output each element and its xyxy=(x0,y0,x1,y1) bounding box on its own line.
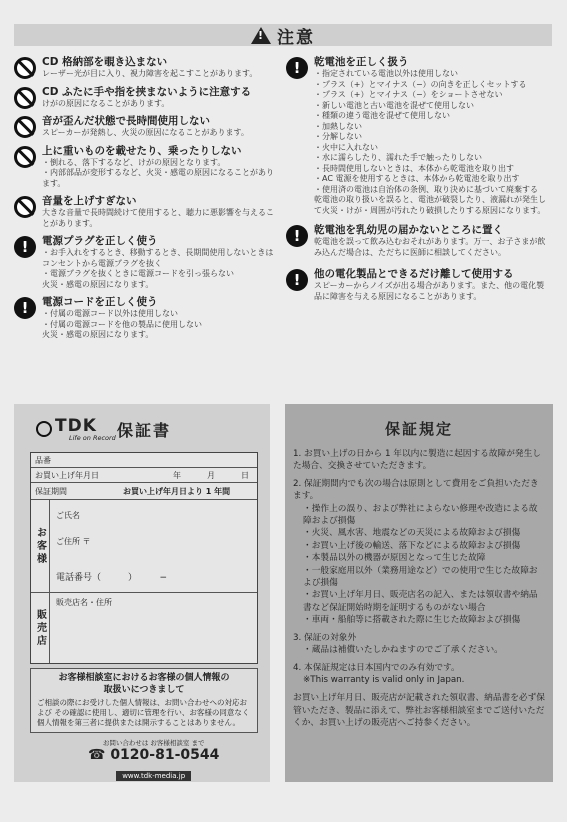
caution-heading: CD 格納部を覗き込まない xyxy=(42,56,168,68)
caution-line: ・AC 電源を使用するときは、本体から乾電池を取り出す xyxy=(314,174,520,183)
caution-line: 火災・感電の原因になります。 xyxy=(42,330,154,339)
address-label: ご住所 〒 xyxy=(56,537,91,546)
prohibited-icon xyxy=(14,116,36,138)
purchase-date-label: お買い上げ年月日 xyxy=(35,470,99,480)
phone-number-text: 0120-81-0544 xyxy=(110,747,220,763)
period-value: お買い上げ年月日より 1 年間 xyxy=(123,486,231,496)
contact-note: お問い合わせは お客様相談室 まで xyxy=(102,739,205,747)
caution-item xyxy=(14,56,276,80)
caution-line: ・付属の電源コードを他の製品に使用しない xyxy=(42,319,202,329)
caution-text xyxy=(42,145,276,190)
mandatory-icon: ! xyxy=(286,57,308,79)
caution-line: スピーカーが発熱し、火災の原因になることがあります。 xyxy=(42,128,249,137)
caution-line: ・水に濡らしたり、濡れた手で触ったりしない xyxy=(314,153,482,162)
caution-title: 注意 xyxy=(277,27,315,48)
caution-item xyxy=(14,86,276,110)
customer-label: お客様 xyxy=(31,500,50,592)
caution-text xyxy=(314,224,552,258)
warranty-card xyxy=(14,404,270,782)
caution-line: ・お手入れをするとき、移動するとき、長期間使用しないときはコンセントから電源プラグを抜く xyxy=(42,248,274,268)
warranty-rule-paragraph: ・お買い上げ後の輸送、落下などによる故障および損傷 xyxy=(303,540,521,551)
caution-line: ・使用済の電池は自治体の条例、取り決めに基づいて廃棄する xyxy=(314,184,538,194)
caution-line: ・倒れる、落下するなど、けがの原因となります。 xyxy=(42,157,226,167)
caution-heading: 乾電池を正しく扱う xyxy=(314,56,409,68)
phone-number xyxy=(88,747,219,763)
caution-text xyxy=(314,56,552,216)
prohibited-icon xyxy=(14,87,36,109)
caution-line: ・内部部品が変形するなど、火災・感電の原因になることがあります。 xyxy=(42,168,274,188)
warranty-rule-paragraph: ・蔵品は補償いたしかねますのでご了承ください。 xyxy=(303,645,503,656)
caution-line: 乾電池の取り扱いを誤ると、電池が破裂したり、液漏れが発生して火災・けが・周囲が汚れたり破損したりする原因になります。 xyxy=(314,195,546,215)
year-label: 年 xyxy=(173,470,181,480)
caution-item xyxy=(14,235,276,290)
caution-line: ・種類の違う電池を混ぜて使用しない xyxy=(314,111,450,120)
caution-item xyxy=(14,195,276,229)
privacy-notice xyxy=(30,668,258,733)
caution-text xyxy=(42,235,276,290)
prohibited-icon xyxy=(14,196,36,218)
caution-title-bar xyxy=(14,24,552,46)
caution-line: 火災・感電の原因になります。 xyxy=(42,279,154,289)
warranty-rule-paragraph: ・一般家庭用以外（業務用途など）での使用で生じた故障および損傷 xyxy=(303,565,538,589)
tdk-logo xyxy=(36,416,116,442)
caution-item xyxy=(14,296,276,341)
right-caution-column xyxy=(286,56,552,308)
day-label: 日 xyxy=(241,470,249,480)
caution-item xyxy=(286,268,552,302)
caution-line: ・加熱しない xyxy=(314,121,362,131)
caution-heading: 乾電池を乳幼児の届かないところに置く xyxy=(314,224,503,236)
product-label: 品番 xyxy=(35,455,51,465)
caution-line: ・分解しない xyxy=(314,132,362,141)
mandatory-icon: ! xyxy=(286,225,308,247)
prohibited-icon xyxy=(14,57,36,79)
caution-text xyxy=(42,86,276,110)
caution-heading: 電源コードを正しく使う xyxy=(42,296,158,308)
warranty-rule-paragraph: ・本製品以外の機器が原因となって生じた故障 xyxy=(303,553,486,564)
caution-line: ・付属の電源コード以外は使用しない xyxy=(42,309,178,318)
caution-text xyxy=(42,296,276,341)
warranty-rule-paragraph: 2. 保証期間内でも次の場合は原則として費用をご負担いただきます。 xyxy=(293,478,539,502)
caution-item xyxy=(14,115,276,139)
caution-line: ・長時間使用しないときは、本体から乾電池を取り出す xyxy=(314,163,514,173)
logo-tagline: Life on Record xyxy=(69,434,116,442)
caution-heading: 上に重いものを載せたり、乗ったりしない xyxy=(42,144,242,157)
store-label: 販売店 xyxy=(31,593,50,663)
caution-heading: CD ふたに手や指を挟まないように注意する xyxy=(42,85,252,98)
warranty-rules xyxy=(285,404,553,782)
caution-line: ・新しい電池と古い電池を混ぜて使用しない xyxy=(314,100,474,110)
prohibited-icon xyxy=(14,146,36,168)
caution-item xyxy=(286,56,552,216)
caution-heading: 音が歪んだ状態で長時間使用しない xyxy=(42,115,210,127)
store-field-label: 販売店名・住所 xyxy=(56,598,112,607)
caution-line: ・プラス（+）とマイナス（−）の向きを正しくセットする xyxy=(314,79,527,89)
caution-line: ・プラス（+）とマイナス（−）をショートさせない xyxy=(314,90,503,99)
caution-line: ・指定されている電池以外は使用しない xyxy=(314,69,458,78)
warranty-rules-body xyxy=(293,448,545,730)
customer-section xyxy=(31,500,257,593)
caution-line: けがの原因になることがあります。 xyxy=(42,98,170,108)
warranty-rule-paragraph: お買い上げ年月日、販売店が記載された領収書、納品書を必ず保管いただき、製品に添えて、弊社お客様相談室までご送付いただくか、お買い上げの販売店へご持参ください。 xyxy=(293,693,545,729)
caution-text xyxy=(42,195,276,229)
purchase-date-row xyxy=(31,468,257,483)
caution-text xyxy=(42,56,276,80)
warranty-rules-title: 保証規定 xyxy=(384,420,453,438)
caution-heading: 音量を上げすぎない xyxy=(42,195,137,207)
caution-heading: 他の電化製品とできるだけ離して使用する xyxy=(314,268,514,280)
mandatory-icon: ! xyxy=(14,236,36,258)
product-row xyxy=(31,453,257,468)
privacy-heading-1: お客様相談室におけるお客様の個人情報の xyxy=(58,673,230,683)
caution-line: スピーカーからノイズが出る場合があります。また、他の電化製品に障害を与える原因になることがあります。 xyxy=(314,281,545,301)
period-row xyxy=(31,483,257,500)
store-section xyxy=(31,593,257,663)
caution-line: 乾電池を誤って飲み込むおそれがあります。万一、お子さまが飲み込んだ場合は、ただちに医師に相談してください。 xyxy=(314,237,546,257)
contact-block xyxy=(88,738,219,782)
caution-line: レーザー光が目に入り、視力障害を起こすことがあります。 xyxy=(42,69,258,78)
caution-line: ・電源プラグを抜くときに電源コードを引っ張らない xyxy=(42,269,234,278)
warranty-rule-paragraph: 4. 本保証規定は日本国内でのみ有効です。 xyxy=(293,662,460,673)
mandatory-icon: ! xyxy=(286,269,308,291)
warranty-rule-paragraph: ・お買い上げ年月日、販売店名の記入、または領収書や納品書など保証開始時期を証明するものがない場合 xyxy=(303,590,538,613)
logo-text: TDK xyxy=(55,416,97,436)
privacy-body: ご相談の際にお受けした個人情報は、お問い合わせへの対応および その確認に使用し、適切に管理を行い、お客様の同意なく個人情報を第三者に提供または開示することはありません。 xyxy=(37,698,250,727)
warranty-rule-paragraph: 1. お買い上げの日から 1 年以内に製造に起因する故障が発生した場合、交換させていただきます。 xyxy=(293,449,541,472)
warranty-rule-paragraph: 3. 保証の対象外 xyxy=(293,632,357,643)
phone-label: 電話番号（ ） − xyxy=(56,573,168,583)
mandatory-icon: ! xyxy=(14,297,36,319)
caution-line: 大きな音量で長時間続けて使用すると、聴力に悪影響を与えることがあります。 xyxy=(42,208,274,228)
website-url: www.tdk-media.jp xyxy=(116,771,191,781)
warranty-form xyxy=(30,452,258,664)
caution-line: ・火中に入れない xyxy=(314,142,378,152)
privacy-heading-2: 取扱いにつきまして xyxy=(103,685,185,695)
month-label: 月 xyxy=(207,470,215,480)
caution-text xyxy=(42,115,276,139)
caution-heading: 電源プラグを正しく使う xyxy=(42,235,158,247)
warranty-rule-paragraph: ・車両・船舶等に搭載された際に生じた故障および損傷 xyxy=(303,615,521,626)
warranty-rule-paragraph: ※This warranty is valid only in Japan. xyxy=(303,674,465,685)
left-caution-column xyxy=(14,56,276,347)
name-label: ご氏名 xyxy=(56,511,80,520)
warning-triangle-icon: ! xyxy=(251,27,271,44)
logo-mark-icon xyxy=(36,421,52,437)
caution-item xyxy=(286,224,552,258)
warranty-card-title: 保証書 xyxy=(117,421,172,440)
free-dial-icon: ☎ xyxy=(88,747,111,763)
caution-text xyxy=(314,268,552,302)
warranty-rule-paragraph: ・操作上の誤り、および弊社によらない修理や改造による故障および損傷 xyxy=(303,503,538,527)
caution-item xyxy=(14,145,276,190)
warranty-rule-paragraph: ・火災、風水害、地震などの天災による故障および損傷 xyxy=(303,528,521,539)
period-label: 保証期間 xyxy=(35,486,67,496)
